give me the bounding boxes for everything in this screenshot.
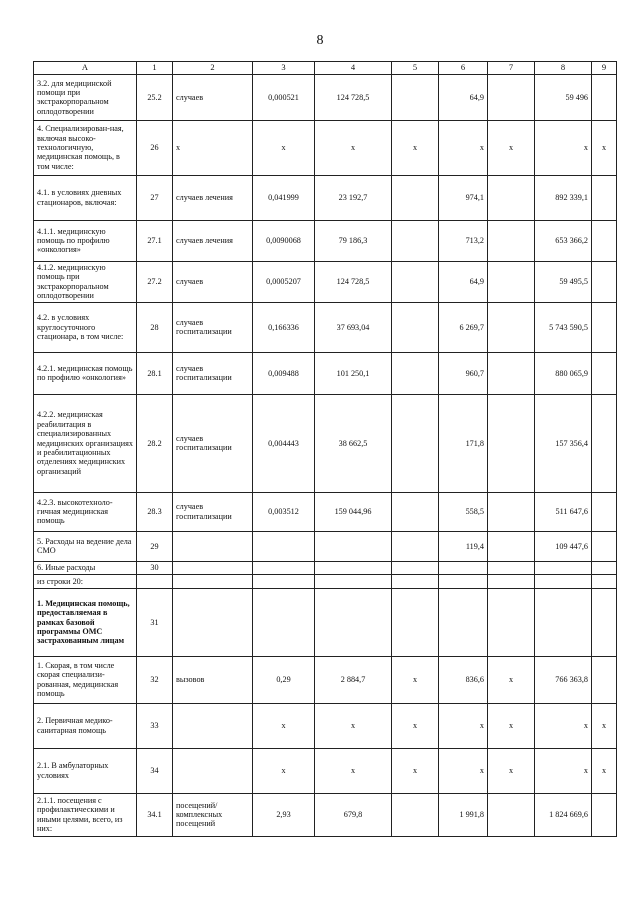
table-cell — [173, 748, 253, 793]
table-cell: 28 — [137, 302, 173, 352]
row-label-cell: 5. Расходы на ведение дела СМО — [34, 531, 137, 561]
table-row — [34, 793, 617, 836]
table-cell — [488, 220, 535, 261]
table-cell — [173, 561, 253, 574]
table-cell: 59 495,5 — [535, 261, 592, 302]
table-cell — [392, 793, 439, 836]
table-cell: х — [253, 120, 315, 175]
table-cell: 2,93 — [253, 793, 315, 836]
row-label-cell: из строки 20: — [34, 574, 137, 588]
header-cell: 9 — [592, 62, 617, 75]
table-row — [34, 703, 617, 748]
table-cell: х — [535, 748, 592, 793]
table-cell — [315, 574, 392, 588]
table-cell: случаев — [173, 261, 253, 302]
table-cell — [392, 394, 439, 492]
table-cell — [592, 394, 617, 492]
table-cell — [592, 656, 617, 703]
table-cell — [392, 531, 439, 561]
table-cell — [137, 574, 173, 588]
table-cell: 0,29 — [253, 656, 315, 703]
table-cell — [253, 561, 315, 574]
table-cell — [592, 492, 617, 531]
table-cell: 1 991,8 — [439, 793, 488, 836]
table-cell: 713,2 — [439, 220, 488, 261]
header-cell: 6 — [439, 62, 488, 75]
table-cell: 0,041999 — [253, 175, 315, 220]
table-cell: 109 447,6 — [535, 531, 592, 561]
table-cell — [488, 561, 535, 574]
table-cell — [488, 175, 535, 220]
table-cell — [173, 588, 253, 656]
table-cell: 38 662,5 — [315, 394, 392, 492]
row-label-cell: 4.1.2. медицинскую помощь при экстракорпоральном оплодотворении — [34, 261, 137, 302]
table-cell: случаев лечения — [173, 220, 253, 261]
table-cell: х — [439, 703, 488, 748]
table-row — [34, 492, 617, 531]
table-row — [34, 302, 617, 352]
table-cell — [173, 531, 253, 561]
table-cell: 0,0090068 — [253, 220, 315, 261]
table-cell — [488, 588, 535, 656]
table-cell: 558,5 — [439, 492, 488, 531]
table-cell — [592, 220, 617, 261]
table-cell: 960,7 — [439, 352, 488, 394]
table-cell — [592, 574, 617, 588]
table-cell — [392, 574, 439, 588]
table-cell — [535, 574, 592, 588]
table-cell — [592, 588, 617, 656]
table-cell — [173, 574, 253, 588]
table-cell: х — [488, 656, 535, 703]
table-cell: 101 250,1 — [315, 352, 392, 394]
table-cell — [592, 302, 617, 352]
table-cell — [392, 74, 439, 120]
table-cell: 5 743 590,5 — [535, 302, 592, 352]
table-cell: 29 — [137, 531, 173, 561]
table-cell — [253, 574, 315, 588]
table-cell — [592, 175, 617, 220]
table-cell: х — [488, 703, 535, 748]
table-cell — [592, 531, 617, 561]
table-cell: х — [315, 120, 392, 175]
table-cell: х — [535, 120, 592, 175]
table-row — [34, 561, 617, 574]
table-cell — [392, 175, 439, 220]
row-label-cell: 4.1. в условиях дневных стационаров, включая: — [34, 175, 137, 220]
table-row — [34, 74, 617, 120]
table-cell: 26 — [137, 120, 173, 175]
table-cell: 766 363,8 — [535, 656, 592, 703]
table-cell: 892 339,1 — [535, 175, 592, 220]
row-label-cell: 1. Медицинская помощь, предоставляемая в рамках базовой программы ОМС застрахованным лицам — [34, 588, 137, 656]
table-cell: случаев госпитализации — [173, 492, 253, 531]
header-cell: 1 — [137, 62, 173, 75]
table-cell — [315, 561, 392, 574]
table-cell: 37 693,04 — [315, 302, 392, 352]
table-cell: 27.2 — [137, 261, 173, 302]
table-cell: 679,8 — [315, 793, 392, 836]
row-label-cell: 3.2. для медицинской помощи при экстракорпоральном оплодотворении — [34, 74, 137, 120]
row-label-cell: 2. Первичная медико-санитарная помощь — [34, 703, 137, 748]
row-label-cell: 4.2.2. медицинская реабилитация в специализированных медицинских организациях и реабилитационных отделениях медицинских организаций — [34, 394, 137, 492]
header-cell: 7 — [488, 62, 535, 75]
table-cell — [488, 574, 535, 588]
table-cell: вызовов — [173, 656, 253, 703]
table-cell: х — [315, 748, 392, 793]
header-cell: 5 — [392, 62, 439, 75]
table-cell: случаев госпитализации — [173, 394, 253, 492]
table-cell: х — [488, 748, 535, 793]
row-label-cell: 4. Специализирован-ная, включая высоко-технологичную, медицинская помощь, в том числе: — [34, 120, 137, 175]
table-cell: 0,166336 — [253, 302, 315, 352]
table-cell: 119,4 — [439, 531, 488, 561]
table-cell — [535, 588, 592, 656]
table-cell — [439, 561, 488, 574]
header-cell: 3 — [253, 62, 315, 75]
table-row — [34, 656, 617, 703]
table-cell: 59 496 — [535, 74, 592, 120]
table-cell — [535, 561, 592, 574]
table-cell — [315, 588, 392, 656]
table-cell: х — [439, 748, 488, 793]
table-cell: 64,9 — [439, 74, 488, 120]
table-cell — [392, 588, 439, 656]
table-cell: х — [392, 120, 439, 175]
table-cell: посещений/ комплексных посещений — [173, 793, 253, 836]
table-cell — [392, 561, 439, 574]
table-cell: 27.1 — [137, 220, 173, 261]
table-cell: 157 356,4 — [535, 394, 592, 492]
header-cell: 4 — [315, 62, 392, 75]
table-row — [34, 394, 617, 492]
header-row — [34, 62, 617, 75]
table-cell: х — [592, 748, 617, 793]
table-cell: х — [488, 120, 535, 175]
table-cell: 0,003512 — [253, 492, 315, 531]
table-cell: х — [535, 703, 592, 748]
page-number: 8 — [316, 33, 324, 48]
table-cell — [253, 531, 315, 561]
table-cell: 31 — [137, 588, 173, 656]
row-label-cell: 4.1.1. медицинскую помощь по профилю «онкология» — [34, 220, 137, 261]
table-cell: случаев госпитализации — [173, 302, 253, 352]
table-cell — [253, 588, 315, 656]
row-label-cell: 4.2.1. медицинская помощь по профилю «онкология» — [34, 352, 137, 394]
table-cell — [488, 74, 535, 120]
table-cell: 34 — [137, 748, 173, 793]
table-cell: случаев лечения — [173, 175, 253, 220]
table-cell: 6 269,7 — [439, 302, 488, 352]
table-cell: 28.2 — [137, 394, 173, 492]
row-label-cell: 4.2. в условиях круглосуточного стационара, в том числе: — [34, 302, 137, 352]
table-cell: х — [253, 703, 315, 748]
table-cell: 34.1 — [137, 793, 173, 836]
table-cell: 23 192,7 — [315, 175, 392, 220]
table-cell: 2 884,7 — [315, 656, 392, 703]
table-cell: 159 044,96 — [315, 492, 392, 531]
table-cell — [592, 74, 617, 120]
table-row — [34, 175, 617, 220]
table-cell: 0,0005207 — [253, 261, 315, 302]
table-cell: х — [392, 656, 439, 703]
table-row — [34, 748, 617, 793]
table-cell: 0,000521 — [253, 74, 315, 120]
table-row — [34, 120, 617, 175]
table-cell: 30 — [137, 561, 173, 574]
header-cell: 8 — [535, 62, 592, 75]
table-cell: 880 065,9 — [535, 352, 592, 394]
table-cell — [173, 703, 253, 748]
table-cell — [488, 302, 535, 352]
table-cell — [392, 302, 439, 352]
table-cell — [488, 531, 535, 561]
table-cell — [392, 352, 439, 394]
table-cell: 171,8 — [439, 394, 488, 492]
table-cell: 28.1 — [137, 352, 173, 394]
row-label-cell: 1. Скорая, в том числе скорая специализи-рованная, медицинская помощь — [34, 656, 137, 703]
table-cell: 511 647,6 — [535, 492, 592, 531]
table-cell: 32 — [137, 656, 173, 703]
table-cell: случаев — [173, 74, 253, 120]
table-cell: х — [592, 120, 617, 175]
table-cell: х — [315, 703, 392, 748]
row-label-cell: 2.1. В амбулаторных условиях — [34, 748, 137, 793]
table-cell — [315, 531, 392, 561]
table-cell: 124 728,5 — [315, 261, 392, 302]
table-cell — [488, 394, 535, 492]
table-cell: х — [173, 120, 253, 175]
table-cell — [439, 588, 488, 656]
table-cell — [392, 261, 439, 302]
header-cell: 2 — [173, 62, 253, 75]
table-cell: 653 366,2 — [535, 220, 592, 261]
table-row — [34, 588, 617, 656]
row-label-cell: 6. Иные расходы — [34, 561, 137, 574]
table-cell — [392, 492, 439, 531]
table-cell — [488, 261, 535, 302]
table-cell: х — [592, 703, 617, 748]
table-cell: 33 — [137, 703, 173, 748]
table-cell: 974,1 — [439, 175, 488, 220]
table-cell — [488, 352, 535, 394]
data-table — [33, 61, 617, 837]
table-cell — [592, 561, 617, 574]
table-cell: 0,009488 — [253, 352, 315, 394]
table-cell: случаев госпитализации — [173, 352, 253, 394]
table-cell: 27 — [137, 175, 173, 220]
table-cell — [439, 574, 488, 588]
table-cell: 836,6 — [439, 656, 488, 703]
table-cell: 124 728,5 — [315, 74, 392, 120]
table-cell: 1 824 669,6 — [535, 793, 592, 836]
table-cell: 64,9 — [439, 261, 488, 302]
table-cell — [488, 793, 535, 836]
table-row — [34, 531, 617, 561]
table-cell — [592, 793, 617, 836]
table-cell — [592, 261, 617, 302]
table-cell — [592, 352, 617, 394]
table-cell: 28.3 — [137, 492, 173, 531]
table-cell: 0,004443 — [253, 394, 315, 492]
table-cell: 25.2 — [137, 74, 173, 120]
header-cell: А — [34, 62, 137, 75]
table-row — [34, 352, 617, 394]
table-cell: 79 186,3 — [315, 220, 392, 261]
table-row — [34, 261, 617, 302]
row-label-cell: 2.1.1. посещения с профилактическими и иными целями, всего, из них: — [34, 793, 137, 836]
table-cell: х — [253, 748, 315, 793]
table-row — [34, 574, 617, 588]
table-cell: х — [392, 703, 439, 748]
table-cell — [488, 492, 535, 531]
table-cell: х — [392, 748, 439, 793]
table-cell: х — [439, 120, 488, 175]
table-cell — [392, 220, 439, 261]
table-row — [34, 220, 617, 261]
row-label-cell: 4.2.3. высокотехноло-гичная медицинская помощь — [34, 492, 137, 531]
